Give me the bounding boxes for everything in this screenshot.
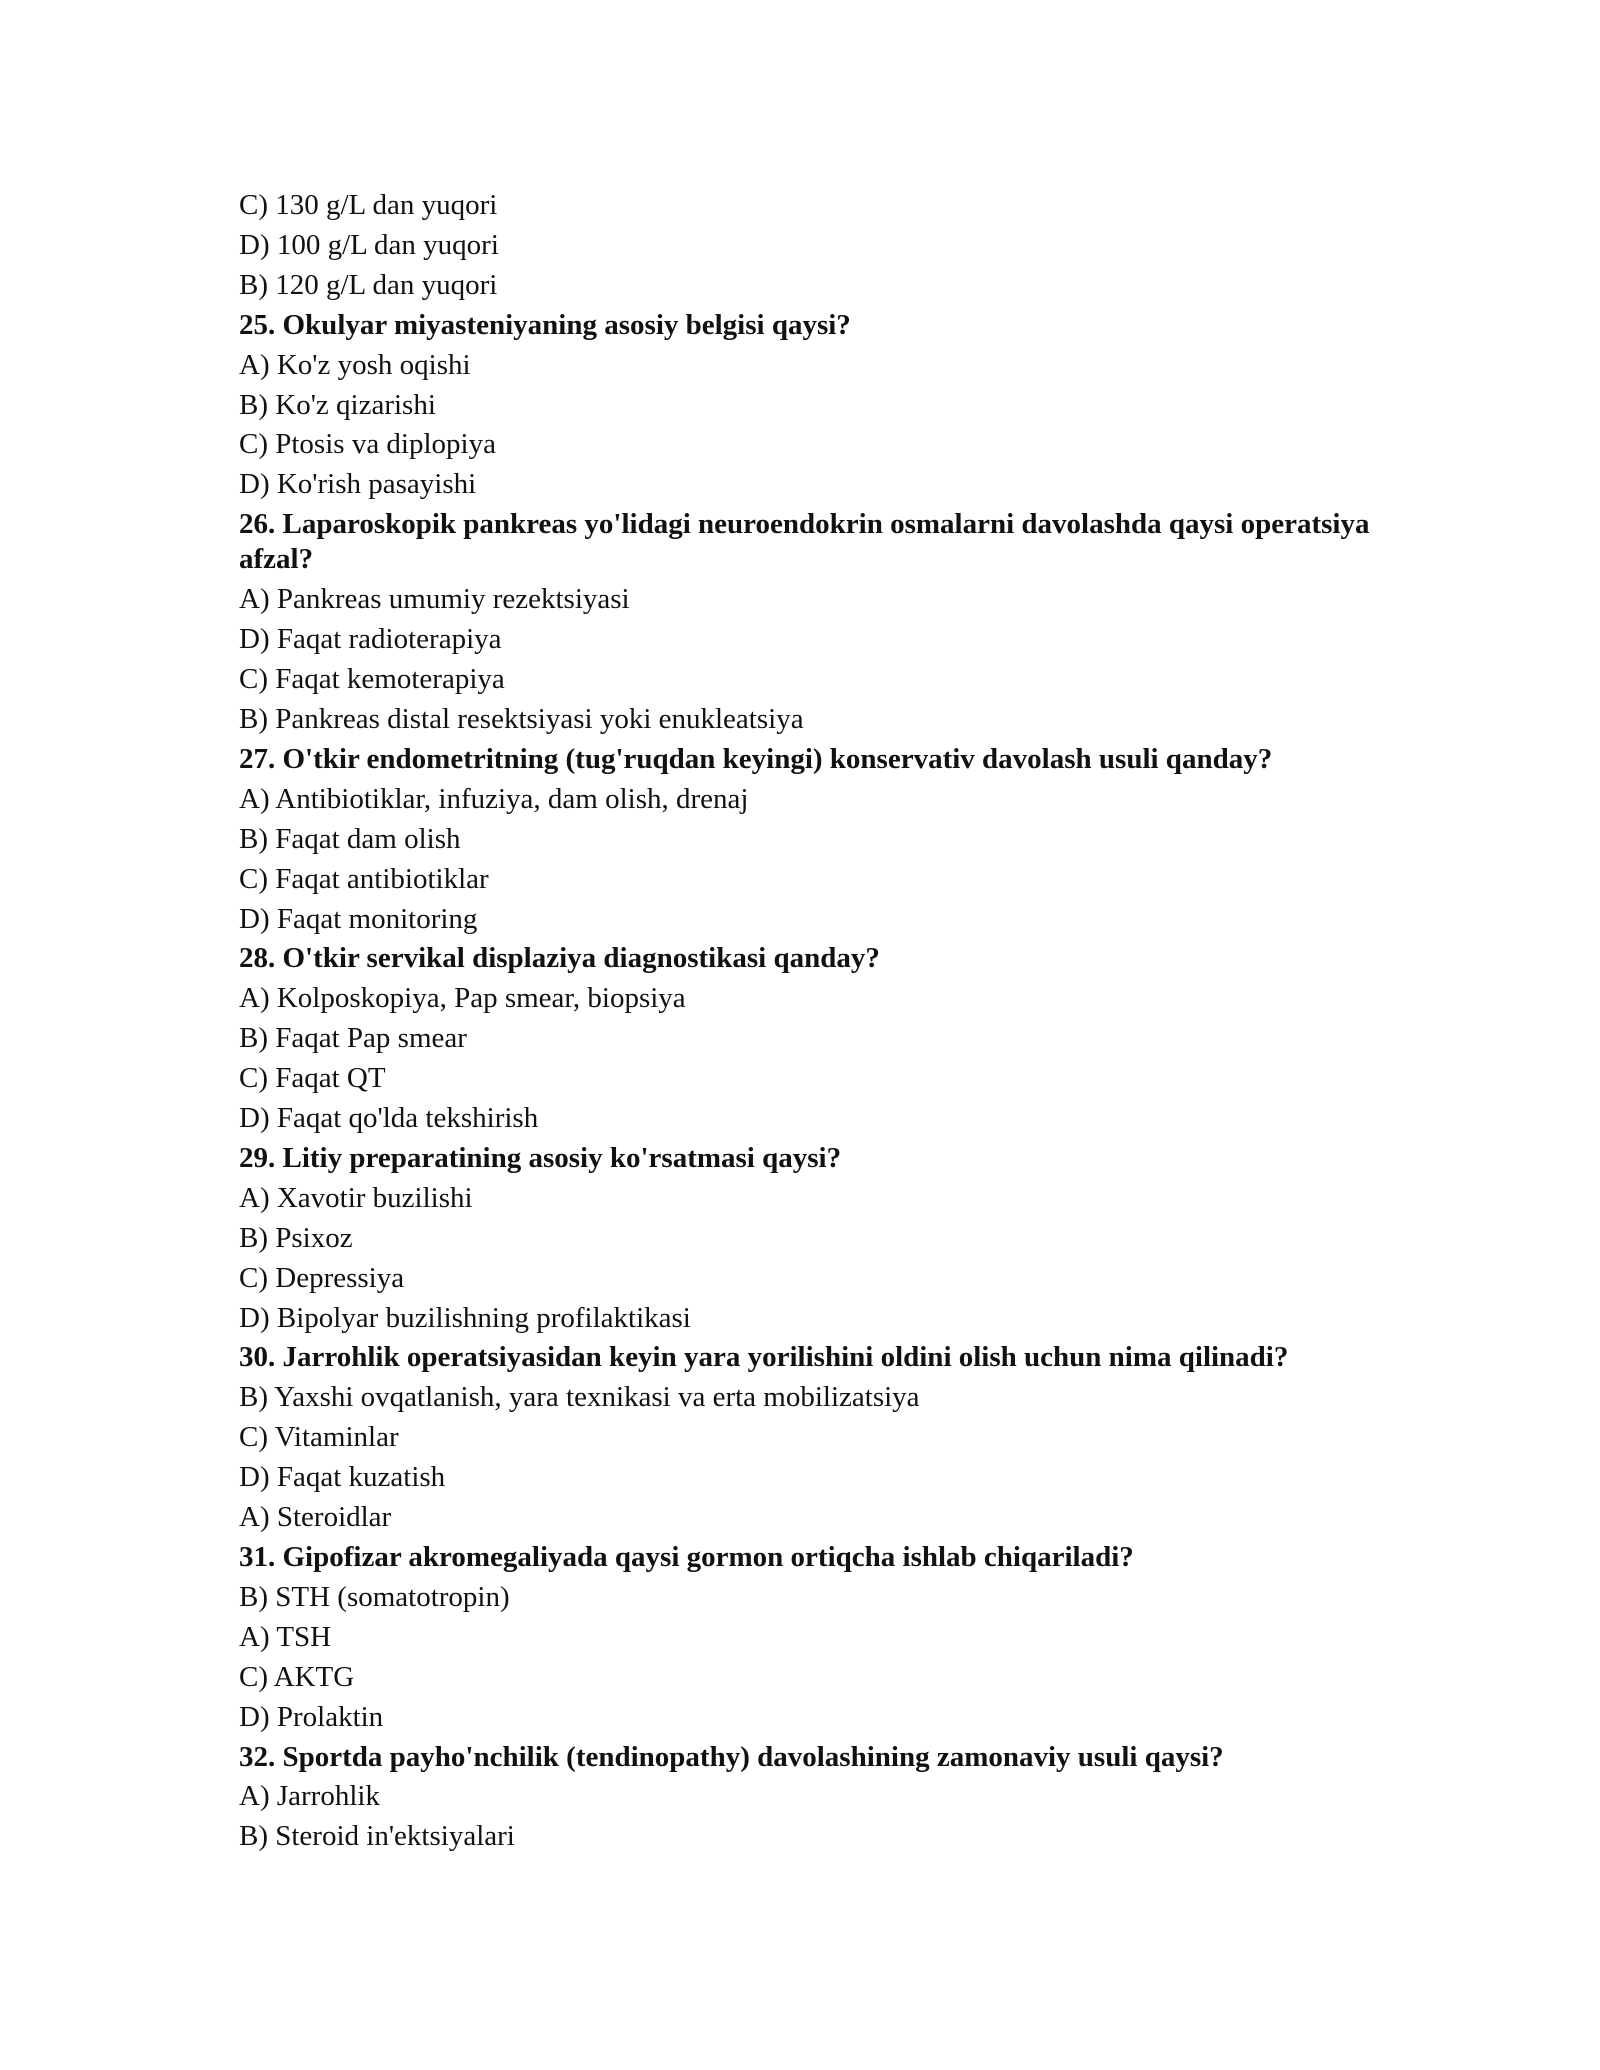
option-line: D) Bipolyar buzilishning profilaktikasi — [239, 1301, 691, 1334]
option-line: D) Faqat radioterapiya — [239, 623, 502, 656]
option-line: D) Faqat monitoring — [239, 902, 478, 935]
option-line: C) Depressiya — [239, 1261, 405, 1294]
option-line: C) Faqat kemoterapiya — [239, 663, 505, 696]
question-title: 28. O'tkir servikal displaziya diagnostikasi qanday? — [239, 942, 880, 975]
option-line: A) Steroidlar — [239, 1501, 392, 1534]
option-line: B) Ko'z qizarishi — [239, 388, 436, 421]
option-line: B) Yaxshi ovqatlanish, yara texnikasi va erta mobilizatsiya — [239, 1381, 920, 1414]
option-line: A) TSH — [239, 1620, 332, 1653]
question-title: 31. Gipofizar akromegaliyada qaysi gormon ortiqcha ishlab chiqariladi? — [239, 1541, 1134, 1573]
option-line: B) Faqat dam olish — [239, 822, 461, 855]
option-line: D) 100 g/L dan yuqori — [239, 228, 499, 261]
option-line: B) Pankreas distal resektsiyasi yoki enukleatsiya — [239, 702, 804, 735]
option-line: C) Ptosis va diplopiya — [239, 428, 496, 461]
option-line: A) Xavotir buzilishi — [239, 1181, 473, 1214]
option-line: A) Antibiotiklar, infuziya, dam olish, drenaj — [239, 782, 749, 815]
option-line: B) Steroid in'ektsiyalari — [239, 1820, 515, 1853]
option-line: D) Faqat qo'lda tekshirish — [239, 1102, 539, 1135]
option-line: B) 120 g/L dan yuqori — [239, 268, 498, 301]
option-line: C) Faqat antibiotiklar — [239, 862, 489, 895]
option-line: D) Ko'rish pasayishi — [239, 468, 477, 501]
option-line: B) Psixoz — [239, 1221, 353, 1254]
option-line: D) Faqat kuzatish — [239, 1461, 446, 1494]
option-line: C) AKTG — [239, 1660, 355, 1693]
question-title: 29. Litiy preparatining asosiy ko'rsatmasi qaysi? — [239, 1141, 842, 1174]
question-title: 30. Jarrohlik operatsiyasidan keyin yara yorilishini oldini olish uchun nima qilinadi? — [239, 1341, 1289, 1374]
question-title: 32. Sportda payho'nchilik (tendinopathy) davolashining zamonaviy usuli qaysi? — [239, 1740, 1224, 1773]
option-line: A) Pankreas umumiy rezektsiyasi — [239, 583, 630, 616]
option-line: B) STH (somatotropin) — [239, 1580, 510, 1613]
option-line: C) 130 g/L dan yuqori — [239, 189, 498, 221]
option-line: A) Kolposkopiya, Pap smear, biopsiya — [239, 982, 686, 1015]
option-line: C) Vitaminlar — [239, 1421, 399, 1454]
option-line: D) Prolaktin — [239, 1700, 384, 1733]
question-title: 25. Okulyar miyasteniyaning asosiy belgisi qaysi? — [239, 308, 851, 341]
question-title: 26. Laparoskopik pankreas yo'lidagi neuroendokrin osmalarni davolashda qaysi operatsiya afzal? — [239, 508, 1370, 576]
option-line: B) Faqat Pap smear — [239, 1022, 467, 1055]
question-title: 27. O'tkir endometritning (tug'ruqdan keyingi) konservativ davolash usuli qanday? — [239, 742, 1273, 775]
option-line: A) Ko'z yosh oqishi — [239, 348, 471, 381]
document-page — [239, 186, 1419, 1857]
option-line: C) Faqat QT — [239, 1062, 386, 1095]
option-line: A) Jarrohlik — [239, 1780, 380, 1813]
